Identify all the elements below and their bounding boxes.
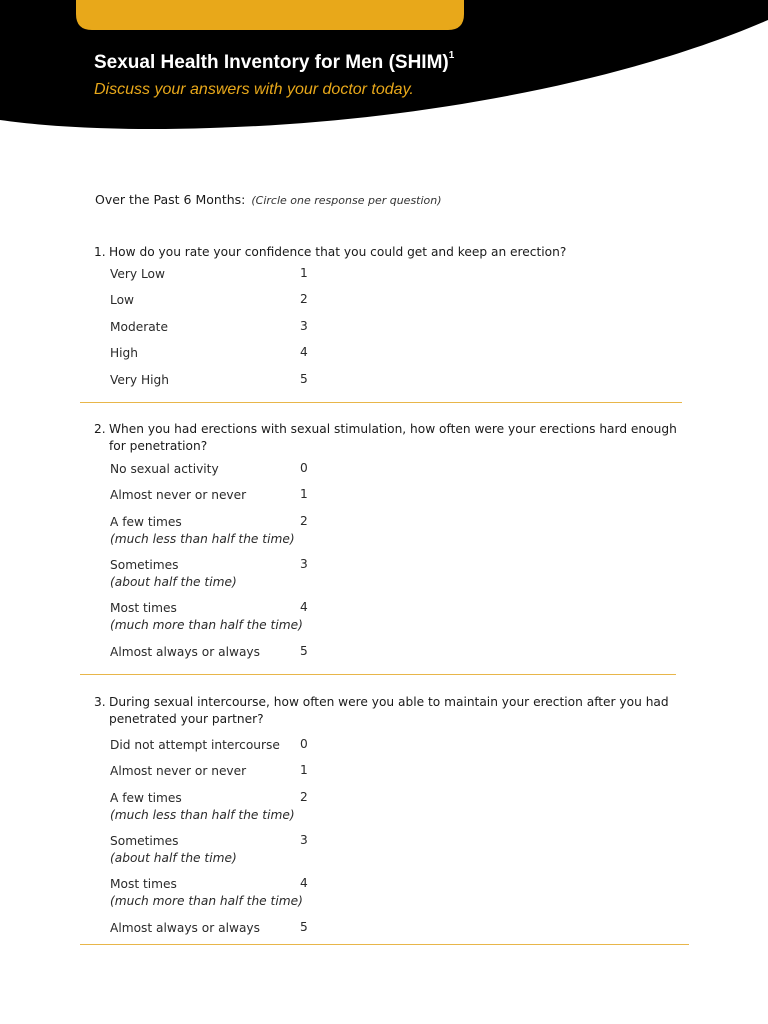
option-score[interactable]: 2 — [300, 790, 308, 804]
page-subtitle: Discuss your answers with your doctor today. — [94, 81, 414, 98]
page-title-text: Sexual Health Inventory for Men (SHIM) — [94, 52, 449, 73]
option-label: Did not attempt intercourse — [110, 738, 280, 752]
option-note: (about half the time) — [110, 851, 237, 865]
title-footnote-ref: 1 — [448, 49, 455, 61]
instructions — [95, 192, 442, 207]
option-score[interactable]: 1 — [300, 266, 308, 280]
response-option[interactable] — [110, 461, 219, 478]
response-option[interactable] — [110, 319, 168, 336]
option-label: Sometimes — [110, 558, 179, 572]
option-note: (much less than half the time) — [110, 808, 295, 822]
question-text — [94, 694, 694, 728]
option-label: Moderate — [110, 320, 168, 334]
response-option[interactable] — [110, 600, 303, 634]
response-option[interactable] — [110, 644, 260, 661]
option-score[interactable]: 4 — [300, 345, 308, 359]
instructions-note: (Circle one response per question) — [251, 194, 442, 207]
question-prompt: When you had erections with sexual stimulation, how often were your erections hard enough for penetration? — [109, 422, 677, 453]
header-gold-tab — [76, 0, 464, 30]
section-divider — [80, 674, 676, 675]
option-label: Almost never or never — [110, 488, 247, 502]
option-label: Most times — [110, 877, 177, 891]
option-note: (about half the time) — [110, 575, 237, 589]
response-option[interactable] — [110, 487, 246, 504]
option-score[interactable]: 1 — [300, 763, 308, 777]
option-label: Sometimes — [110, 834, 179, 848]
response-option[interactable] — [110, 514, 295, 548]
option-score[interactable]: 0 — [300, 461, 308, 475]
response-option[interactable] — [110, 763, 246, 780]
option-label: No sexual activity — [110, 462, 219, 476]
option-score[interactable]: 3 — [300, 319, 308, 333]
response-option[interactable] — [110, 920, 260, 937]
option-score[interactable]: 5 — [300, 644, 308, 658]
response-option[interactable] — [110, 833, 237, 867]
option-score[interactable]: 2 — [300, 292, 308, 306]
option-label: High — [110, 346, 139, 360]
option-score[interactable]: 5 — [300, 920, 308, 934]
response-option[interactable] — [110, 372, 169, 389]
question-number: 1. — [94, 245, 106, 259]
option-label: A few times — [110, 791, 182, 805]
question-number: 2. — [94, 422, 106, 436]
instructions-lead: Over the Past 6 Months: — [95, 192, 246, 207]
question-text — [94, 421, 694, 455]
option-score[interactable]: 3 — [300, 833, 308, 847]
response-option[interactable] — [110, 876, 303, 910]
question-prompt: How do you rate your confidence that you could get and keep an erection? — [109, 245, 567, 259]
option-score[interactable]: 4 — [300, 600, 308, 614]
section-divider — [80, 944, 689, 945]
response-option[interactable] — [110, 737, 280, 754]
option-label: Almost always or always — [110, 921, 260, 935]
option-score[interactable]: 2 — [300, 514, 308, 528]
option-score[interactable]: 0 — [300, 737, 308, 751]
option-label: A few times — [110, 515, 182, 529]
option-label: Most times — [110, 601, 177, 615]
response-option[interactable] — [110, 790, 295, 824]
section-divider — [80, 402, 682, 403]
option-score[interactable]: 4 — [300, 876, 308, 890]
option-label: Low — [110, 293, 134, 307]
option-score[interactable]: 5 — [300, 372, 308, 386]
page-title — [94, 49, 455, 74]
response-option[interactable] — [110, 345, 138, 362]
question-prompt: During sexual intercourse, how often were you able to maintain your erection after you had penetrated your partner? — [109, 695, 669, 726]
option-score[interactable]: 3 — [300, 557, 308, 571]
option-note: (much more than half the time) — [110, 618, 303, 632]
response-option[interactable] — [110, 292, 134, 309]
option-label: Almost always or always — [110, 645, 260, 659]
option-note: (much more than half the time) — [110, 894, 303, 908]
option-label: Almost never or never — [110, 764, 247, 778]
option-label: Very High — [110, 373, 169, 387]
response-option[interactable] — [110, 557, 237, 591]
option-label: Very Low — [110, 267, 165, 281]
question-number: 3. — [94, 695, 106, 709]
option-note: (much less than half the time) — [110, 532, 295, 546]
question-text — [94, 244, 694, 261]
response-option[interactable] — [110, 266, 165, 283]
option-score[interactable]: 1 — [300, 487, 308, 501]
